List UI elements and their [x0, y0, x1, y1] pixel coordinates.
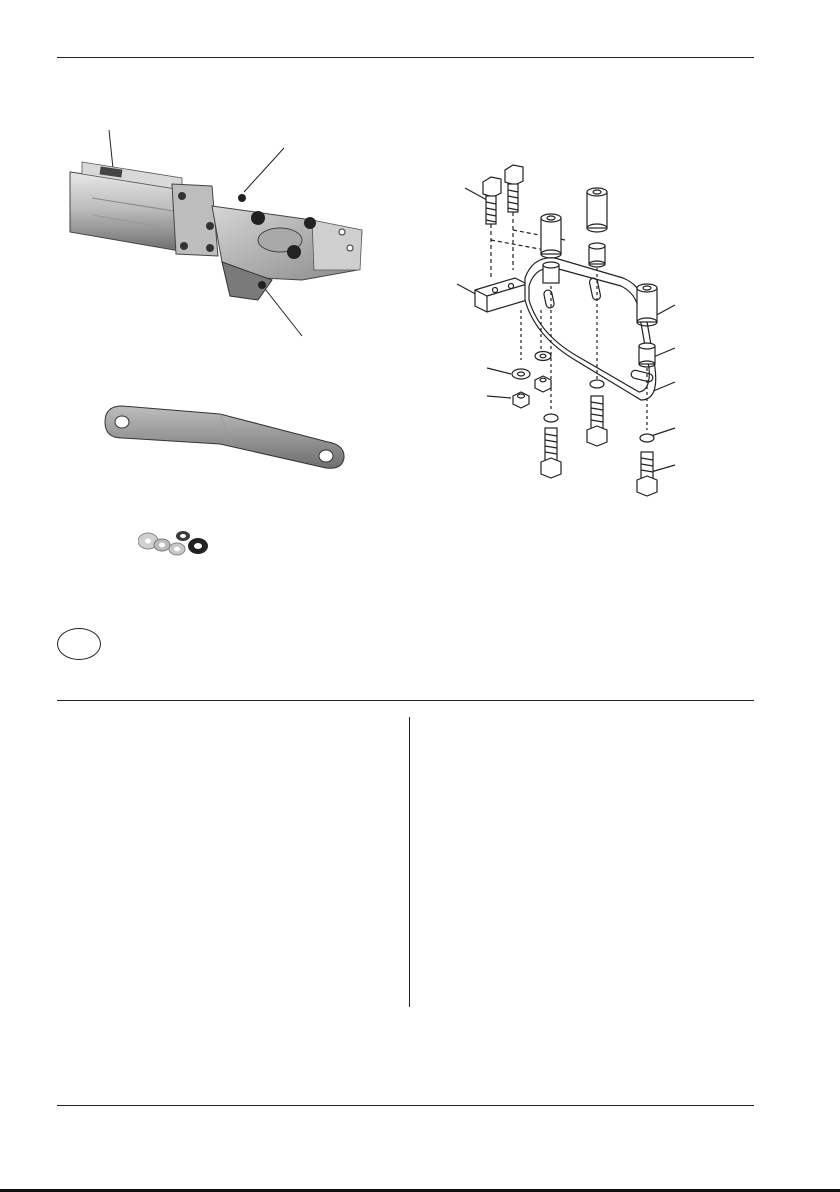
actuator-photo [62, 120, 382, 350]
column-divider [409, 717, 410, 1007]
header-rule [57, 57, 754, 58]
right-column [422, 717, 754, 1007]
left-column [57, 717, 397, 1007]
actuator-mechanism-icon [62, 120, 382, 350]
washers-icon [138, 525, 216, 560]
washers-photo [138, 525, 216, 560]
mounting-bracket-diagram-icon [455, 160, 695, 510]
link-bar-icon [100, 400, 350, 470]
section-rule [57, 700, 754, 701]
link-bar-photo [100, 400, 350, 470]
info-circle-icon [57, 628, 101, 660]
footer-rule [57, 1105, 754, 1106]
exploded-diagram [455, 160, 695, 510]
